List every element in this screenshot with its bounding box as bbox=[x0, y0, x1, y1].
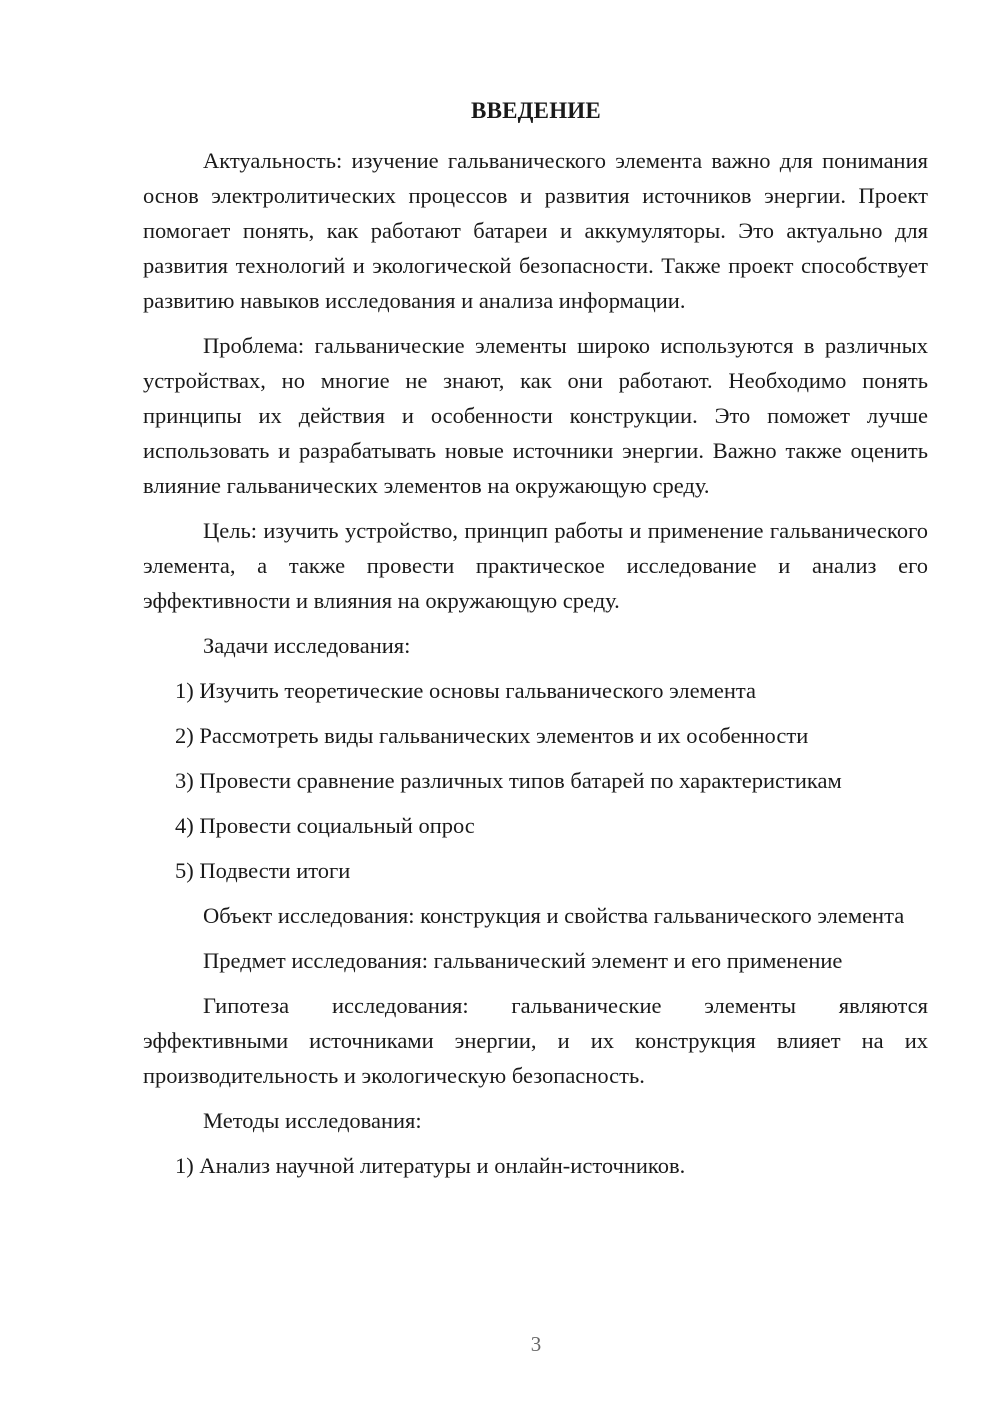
paragraph-subject: Предмет исследования: гальванический элемент и его применение bbox=[203, 948, 843, 973]
paragraph-problem: Проблема: гальванические элементы широко используются в различных устройствах, но многие не знают, как они работают. Необходимо понять принципы их действия и особенности конструкции. Это поможет лучше использовать и разрабатывать новые источники энергии. Важно также оценить влияние гальванических элементов на окружающую среду. bbox=[143, 333, 928, 498]
method-item: 1) Анализ научной литературы и онлайн-источников. bbox=[175, 1153, 686, 1178]
paragraph-goal: Цель: изучить устройство, принцип работы и применение гальванического элемента, а также провести практическое исследование и анализ его эффективности и влияния на окружающую среду. bbox=[143, 518, 928, 613]
paragraph-hypothesis: Гипотеза исследования: гальванические элементы являются эффективными источниками энергии, и их конструкция влияет на их производительность и экологическую безопасность. bbox=[143, 993, 928, 1088]
page-title: ВВЕДЕНИЕ bbox=[471, 98, 601, 123]
task-item: 2) Рассмотреть виды гальванических элементов и их особенности bbox=[175, 723, 809, 748]
task-item: 3) Провести сравнение различных типов батарей по характеристикам bbox=[175, 768, 842, 793]
methods-title: Методы исследования: bbox=[203, 1108, 422, 1133]
tasks-title: Задачи исследования: bbox=[203, 633, 411, 658]
task-item: 5) Подвести итоги bbox=[175, 858, 351, 883]
task-item: 1) Изучить теоретические основы гальванического элемента bbox=[175, 678, 756, 703]
paragraph-object: Объект исследования: конструкция и свойства гальванического элемента bbox=[203, 903, 905, 928]
page-number: 3 bbox=[530, 1332, 542, 1356]
task-item: 4) Провести социальный опрос bbox=[175, 813, 475, 838]
paragraph-relevance: Актуальность: изучение гальванического элемента важно для понимания основ электролитических процессов и развития источников энергии. Проект помогает понять, как работают батареи и аккумуляторы. Это актуально для развития технологий и экологической безопасности. Также проект способствует развитию навыков исследования и анализа информации. bbox=[143, 148, 928, 313]
document-body bbox=[143, 143, 928, 1193]
